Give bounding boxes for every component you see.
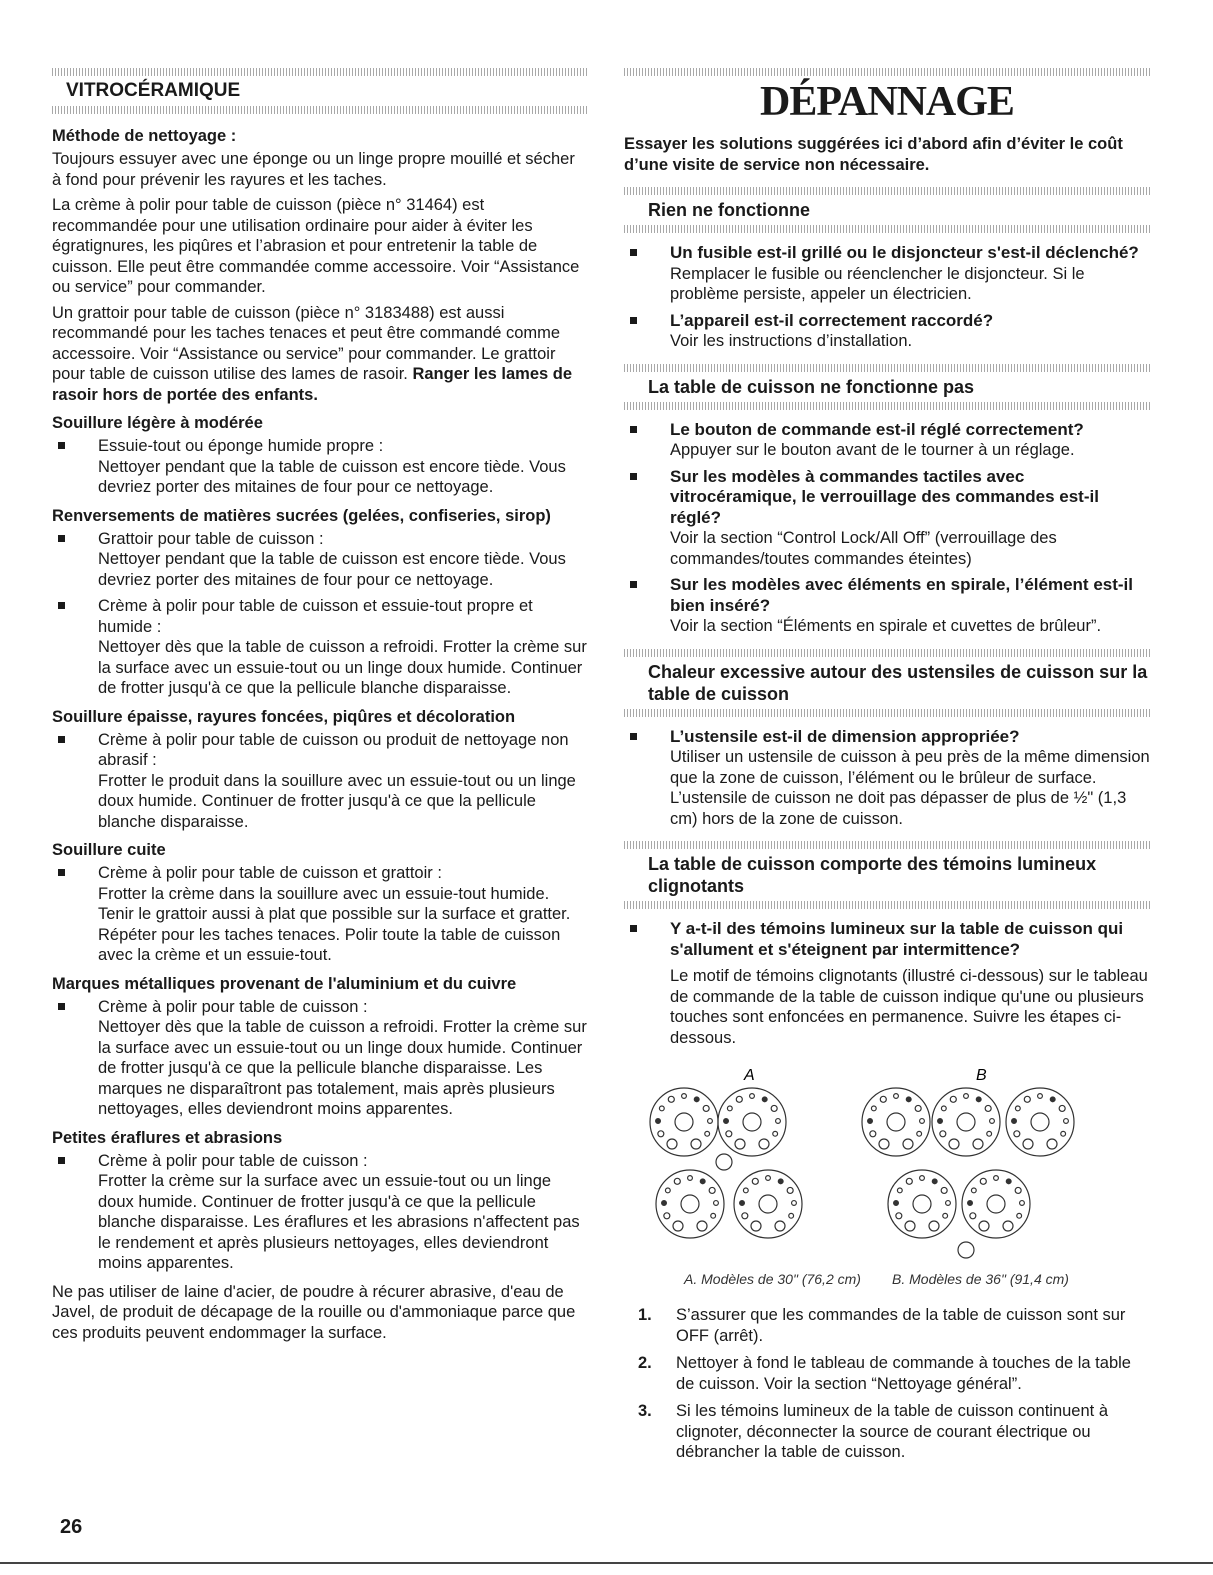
paragraph: La crème à polir pour table de cuisson (pièce n° 31464) est recommandée pour une utilisation ordinaire pour aider à éviter les égratignures, les piqûres et l’abrasion et pour entretenir la table de cuisson. Elle peut être commandée comme accessoire. Voir “Assistance ou service” pour commander. bbox=[52, 196, 580, 296]
indicator-light-icon bbox=[664, 1213, 670, 1219]
section-title-vitroceramique: VITROCÉRAMIQUE bbox=[66, 80, 241, 101]
divider bbox=[624, 649, 1150, 657]
divider bbox=[52, 68, 587, 76]
subheading: Souillure épaisse, rayures foncées, piqûres et décoloration bbox=[52, 707, 516, 726]
label-a: A bbox=[744, 1067, 755, 1084]
step-item bbox=[638, 1305, 1150, 1346]
touch-key-icon bbox=[775, 1221, 785, 1231]
final-warning: Ne pas utiliser de laine d'acier, de poudre à récurer abrasive, d'eau de Javel, de produit de décapage de la rouille ou d'ammoniaque parce que ces produits peuvent endommager la surface. bbox=[52, 1282, 576, 1342]
touch-key-icon bbox=[949, 1139, 959, 1149]
question: L’appareil est-il correctement raccordé? bbox=[670, 310, 994, 330]
question: Y a-t-il des témoins lumineux sur la table de cuisson qui s'allument et s'éteignent par intermittence? bbox=[670, 919, 1124, 959]
divider bbox=[624, 68, 1150, 76]
touch-key-icon bbox=[879, 1139, 889, 1149]
touch-key-icon bbox=[973, 1139, 983, 1149]
touch-key-icon bbox=[905, 1221, 915, 1231]
indicator-light-icon bbox=[1059, 1105, 1065, 1111]
section-heading: La table de cuisson ne fonctionne pas bbox=[648, 376, 975, 397]
indicator-light-icon bbox=[1050, 1097, 1055, 1102]
subheading: Souillure légère à modérée bbox=[52, 414, 263, 432]
indicator-light-icon bbox=[705, 1131, 710, 1136]
indicator-light-icon bbox=[897, 1188, 902, 1193]
touch-key-icon bbox=[759, 1139, 769, 1149]
indicator-light-icon bbox=[964, 1094, 969, 1099]
indicator-light-icon bbox=[787, 1187, 793, 1193]
step-number: 1. bbox=[638, 1306, 652, 1324]
touch-key-icon bbox=[903, 1139, 913, 1149]
indicator-light-icon bbox=[1017, 1213, 1022, 1218]
touch-key-icon bbox=[735, 1139, 745, 1149]
divider bbox=[624, 709, 1150, 717]
indicator-light-icon bbox=[968, 1201, 973, 1206]
step-item bbox=[638, 1353, 1150, 1394]
step-number: 2. bbox=[638, 1354, 652, 1372]
indicator-light-icon bbox=[871, 1106, 876, 1111]
right-column bbox=[624, 0, 1150, 1470]
control-panel-illustration bbox=[624, 1062, 1150, 1294]
label-b: B bbox=[976, 1067, 987, 1084]
list-item bbox=[624, 467, 1150, 570]
list-item bbox=[624, 575, 1150, 637]
indicator-light-icon bbox=[665, 1188, 670, 1193]
indicator-light-icon bbox=[726, 1131, 732, 1137]
indicator-light-icon bbox=[894, 1201, 899, 1206]
answer: Voir la section “Éléments en spirale et cuvettes de brûleur”. bbox=[670, 617, 1102, 635]
indicator-light-icon bbox=[742, 1213, 748, 1219]
section bbox=[624, 649, 1150, 717]
divider bbox=[624, 901, 1150, 909]
list-item bbox=[52, 863, 587, 966]
paragraph-text: Un grattoir pour table de cuisson (pièce n° 3183488) est aussi recommandé pour les taches tenaces et peut être commandé comme accessoire. Voir “Assistance ou service” pour commander. Le grattoir pour table de cuisson utilise des lames de rasoir. bbox=[52, 303, 561, 383]
indicator-light-icon bbox=[1015, 1187, 1021, 1193]
dial-center-icon bbox=[675, 1113, 693, 1131]
indicator-light-icon bbox=[674, 1178, 680, 1184]
touch-key-icon bbox=[691, 1139, 701, 1149]
divider bbox=[624, 841, 1150, 849]
indicator-light-icon bbox=[724, 1119, 729, 1124]
indicator-light-icon bbox=[789, 1213, 794, 1218]
indicator-light-icon bbox=[736, 1096, 742, 1102]
indicator-light-icon bbox=[709, 1187, 715, 1193]
dial-center-icon bbox=[681, 1195, 699, 1213]
list-item-lead: Crème à polir pour table de cuisson ou produit de nettoyage non abrasif : bbox=[98, 730, 569, 769]
indicator-light-icon bbox=[1006, 1179, 1011, 1184]
indicator-light-icon bbox=[1064, 1119, 1069, 1124]
dial-center-icon bbox=[913, 1195, 931, 1213]
list-item bbox=[624, 727, 1150, 830]
touch-key-icon bbox=[751, 1221, 761, 1231]
indicator-light-icon bbox=[894, 1094, 899, 1099]
indicator-light-icon bbox=[658, 1131, 664, 1137]
indicator-light-icon bbox=[990, 1119, 995, 1124]
indicator-light-icon bbox=[792, 1201, 797, 1206]
indicator-light-icon bbox=[688, 1176, 693, 1181]
warning-text: Ranger les lames de rasoir hors de portée des enfants. bbox=[52, 365, 573, 404]
indicator-light-icon bbox=[750, 1094, 755, 1099]
list-item bbox=[52, 1151, 587, 1274]
indicator-light-icon bbox=[943, 1213, 948, 1218]
indicator-light-icon bbox=[1014, 1131, 1020, 1137]
indicator-light-icon bbox=[970, 1213, 976, 1219]
indicator-light-icon bbox=[662, 1201, 667, 1206]
question: Sur les modèles avec éléments en spirale, l’élément est-il bien inséré? bbox=[670, 575, 1133, 615]
list-item-body: Frotter la crème dans la souillure avec un essuie-tout humide. Tenir le grattoir aussi à plat que possible sur la surface et gratter. Répéter pour les taches tenaces. Polir toute la table de cuisson avec la crème et un essuie-tout. bbox=[98, 884, 571, 964]
list-item bbox=[52, 596, 587, 699]
indicator-light-icon bbox=[762, 1097, 767, 1102]
touch-key-icon bbox=[979, 1221, 989, 1231]
section bbox=[624, 841, 1150, 909]
touch-key-icon bbox=[673, 1221, 683, 1231]
section bbox=[624, 187, 1150, 233]
list-item-lead: Crème à polir pour table de cuisson : bbox=[98, 997, 368, 1016]
indicator-light-icon bbox=[870, 1131, 876, 1137]
indicator-light-icon bbox=[773, 1131, 778, 1136]
dial-center-icon bbox=[1031, 1113, 1049, 1131]
indicator-light-icon bbox=[1012, 1119, 1017, 1124]
list-item bbox=[52, 997, 587, 1120]
list-item bbox=[624, 420, 1150, 461]
divider bbox=[624, 402, 1150, 410]
touch-key-icon bbox=[1047, 1139, 1057, 1149]
indicator-light-icon bbox=[778, 1179, 783, 1184]
indicator-light-icon bbox=[980, 1178, 986, 1184]
question: Sur les modèles à commandes tactiles avec vitrocéramique, le verrouillage des commandes est-il réglé? bbox=[670, 466, 1099, 527]
list-item-body: Nettoyer dès que la table de cuisson a refroidi. Frotter la crème sur la surface avec un essuie-tout ou un linge doux humide. Continuer de frotter jusqu'à ce que la pellicule blanche disparaisse. bbox=[98, 638, 587, 697]
indicator-light-icon bbox=[668, 1096, 674, 1102]
dial-center-icon bbox=[987, 1195, 1005, 1213]
list-item-lead: Crème à polir pour table de cuisson : bbox=[98, 1151, 368, 1170]
indicator-light-icon bbox=[976, 1097, 981, 1102]
caption-b: B. Modèles de 36" (91,4 cm) bbox=[892, 1271, 1069, 1287]
question: Un fusible est-il grillé ou le disjoncteur s'est-il déclenché? bbox=[670, 243, 1139, 262]
question: Le bouton de commande est-il réglé correctement? bbox=[670, 419, 1084, 439]
indicator-light-icon bbox=[920, 1119, 925, 1124]
dial-group bbox=[650, 1088, 1074, 1258]
indicator-light-icon bbox=[708, 1119, 713, 1124]
indicator-light-icon bbox=[917, 1131, 922, 1136]
list-item-lead: Crème à polir pour table de cuisson et grattoir : bbox=[98, 864, 442, 882]
list-item bbox=[52, 730, 587, 833]
indicator-light-icon bbox=[752, 1178, 758, 1184]
page-number: 26 bbox=[60, 1516, 83, 1538]
paragraph: Toujours essuyer avec une éponge ou un linge propre mouillé et sécher à fond pour prévenir les rayures et les taches. bbox=[52, 150, 575, 189]
keep-warm-key-icon bbox=[958, 1242, 974, 1258]
subheading: Marques métalliques provenant de l'aluminium et du cuivre bbox=[52, 974, 517, 993]
indicator-light-icon bbox=[711, 1213, 716, 1218]
subheading: Petites éraflures et abrasions bbox=[52, 1128, 283, 1147]
indicator-light-icon bbox=[938, 1119, 943, 1124]
indicator-light-icon bbox=[941, 1187, 947, 1193]
indicator-light-icon bbox=[1015, 1106, 1020, 1111]
list-item-lead: Essuie-tout ou éponge humide propre : bbox=[98, 437, 384, 455]
list-item-lead: Grattoir pour table de cuisson : bbox=[98, 529, 324, 548]
indicator-light-icon bbox=[906, 1097, 911, 1102]
touch-key-icon bbox=[929, 1221, 939, 1231]
indicator-light-icon bbox=[766, 1176, 771, 1181]
indicator-light-icon bbox=[1020, 1201, 1025, 1206]
divider bbox=[52, 106, 587, 114]
control-panel-figure bbox=[624, 1062, 1150, 1299]
indicator-light-icon bbox=[727, 1106, 732, 1111]
dial-center-icon bbox=[887, 1113, 905, 1131]
indicator-light-icon bbox=[932, 1179, 937, 1184]
indicator-light-icon bbox=[941, 1106, 946, 1111]
indicator-light-icon bbox=[1024, 1096, 1030, 1102]
indicator-light-icon bbox=[915, 1105, 921, 1111]
indicator-light-icon bbox=[950, 1096, 956, 1102]
list-item bbox=[624, 919, 1150, 1048]
section-heading: Chaleur excessive autour des ustensiles de cuisson sur la table de cuisson bbox=[648, 661, 1148, 704]
question: L’ustensile est-il de dimension appropriée? bbox=[670, 726, 1020, 746]
step-text: S’assurer que les commandes de la table de cuisson sont sur OFF (arrêt). bbox=[676, 1306, 1126, 1345]
list-item-body: Nettoyer dès que la table de cuisson a refroidi. Frotter la crème sur la surface avec un essuie-tout ou un linge doux humide. Continuer de frotter jusqu'à ce que la pellicule blanche disparaisse. Les marques ne disparaîtront pas totalement, mais après plusieurs nettoyages, elles deviendront moins apparentes. bbox=[98, 1018, 587, 1118]
method-heading: Méthode de nettoyage : bbox=[52, 127, 237, 145]
answer: Remplacer le fusible ou réenclencher le disjoncteur. Si le problème persiste, appeler un électricien. bbox=[670, 264, 1085, 303]
answer: Le motif de témoins clignotants (illustré ci-dessous) sur le tableau de commande de la table de cuisson indique qu'une ou plusieurs touches sont enfoncées en permanence. Suivre les étapes ci-dessous. bbox=[670, 967, 1148, 1047]
indicator-light-icon bbox=[700, 1179, 705, 1184]
indicator-light-icon bbox=[659, 1106, 664, 1111]
left-column bbox=[52, 0, 587, 1348]
indicator-light-icon bbox=[740, 1201, 745, 1206]
indicator-light-icon bbox=[896, 1213, 902, 1219]
touch-key-icon bbox=[1023, 1139, 1033, 1149]
list-item-body: Nettoyer pendant que la table de cuisson est encore tiède. Vous devriez porter des mitaines de four pour ce nettoyage. bbox=[98, 550, 566, 589]
indicator-light-icon bbox=[714, 1201, 719, 1206]
touch-key-icon bbox=[1003, 1221, 1013, 1231]
indicator-light-icon bbox=[994, 1176, 999, 1181]
paragraph bbox=[52, 303, 587, 406]
keep-warm-key-icon bbox=[716, 1154, 732, 1170]
list-item bbox=[52, 529, 587, 591]
list-item-lead: Crème à polir pour table de cuisson et essuie-tout propre et humide : bbox=[98, 597, 533, 636]
indicator-light-icon bbox=[1038, 1094, 1043, 1099]
indicator-light-icon bbox=[906, 1178, 912, 1184]
divider bbox=[624, 225, 1150, 233]
step-text: Nettoyer à fond le tableau de commande à touches de la table de cuisson. Voir la section “Nettoyage général”. bbox=[676, 1354, 1131, 1393]
indicator-light-icon bbox=[920, 1176, 925, 1181]
dial-center-icon bbox=[759, 1195, 777, 1213]
step-item bbox=[638, 1401, 1150, 1463]
answer: Voir les instructions d’installation. bbox=[670, 332, 913, 350]
indicator-light-icon bbox=[656, 1119, 661, 1124]
step-text: Si les témoins lumineux de la table de cuisson continuent à clignoter, déconnecter la source de courant électrique ou débrancher la table de cuisson. bbox=[676, 1402, 1109, 1461]
caption-a: A. Modèles de 30" (76,2 cm) bbox=[684, 1271, 861, 1287]
indicator-light-icon bbox=[703, 1105, 709, 1111]
indicator-light-icon bbox=[987, 1131, 992, 1136]
list-item-body: Nettoyer pendant que la table de cuisson est encore tiède. Vous devriez porter des mitaines de four pour ce nettoyage. bbox=[98, 457, 566, 496]
page-title: DÉPANNAGE bbox=[760, 79, 1014, 125]
indicator-light-icon bbox=[880, 1096, 886, 1102]
answer: Appuyer sur le bouton avant de le tourner à un réglage. bbox=[670, 441, 1075, 459]
divider bbox=[624, 364, 1150, 372]
indicator-light-icon bbox=[682, 1094, 687, 1099]
dial-center-icon bbox=[957, 1113, 975, 1131]
indicator-light-icon bbox=[940, 1131, 946, 1137]
indicator-light-icon bbox=[694, 1097, 699, 1102]
indicator-light-icon bbox=[868, 1119, 873, 1124]
touch-key-icon bbox=[667, 1139, 677, 1149]
indicator-light-icon bbox=[776, 1119, 781, 1124]
dial-center-icon bbox=[743, 1113, 761, 1131]
indicator-light-icon bbox=[1061, 1131, 1066, 1136]
indicator-light-icon bbox=[985, 1105, 991, 1111]
touch-key-icon bbox=[697, 1221, 707, 1231]
list-item-body: Frotter la crème sur la surface avec un essuie-tout ou un linge doux humide. Continuer de frotter jusqu'à ce que la pellicule blanche disparaisse. Les éraflures et les abrasions n'affectent pas le rendement et après plusieurs nettoyages, elles deviendront moins apparentes. bbox=[98, 1172, 580, 1272]
section bbox=[624, 364, 1150, 410]
section-heading: La table de cuisson comporte des témoins lumineux clignotants bbox=[648, 854, 1097, 896]
subheading: Renversements de matières sucrées (gelées, confiseries, sirop) bbox=[52, 506, 551, 525]
answer: Voir la section “Control Lock/All Off” (verrouillage des commandes/toutes commandes éteintes) bbox=[670, 529, 1057, 568]
section-heading: Rien ne fonctionne bbox=[648, 200, 810, 220]
indicator-light-icon bbox=[771, 1105, 777, 1111]
list-item bbox=[624, 311, 1150, 352]
step-number: 3. bbox=[638, 1402, 652, 1420]
divider bbox=[624, 187, 1150, 195]
list-item bbox=[52, 436, 587, 498]
bottom-rule bbox=[0, 1562, 1213, 1564]
answer: Utiliser un ustensile de cuisson à peu près de la même dimension que la zone de cuisson, l’élément ou le brûleur de surface. L’ustensile de cuisson ne doit pas dépasser de plus de ½" (1,3 cm) hors de la zone de cuisson. bbox=[670, 748, 1150, 828]
list-item-body: Frotter le produit dans la souillure avec un essuie-tout ou un linge doux humide. Continuer de frotter jusqu'à ce que la pellicule blanche disparaisse. bbox=[98, 771, 576, 831]
subheading: Souillure cuite bbox=[52, 841, 166, 859]
indicator-light-icon bbox=[971, 1188, 976, 1193]
intro-text: Essayer les solutions suggérées ici d’abord afin d’éviter le coût d’une visite de service non nécessaire. bbox=[624, 135, 1123, 174]
indicator-light-icon bbox=[743, 1188, 748, 1193]
list-item bbox=[624, 243, 1150, 305]
indicator-light-icon bbox=[946, 1201, 951, 1206]
